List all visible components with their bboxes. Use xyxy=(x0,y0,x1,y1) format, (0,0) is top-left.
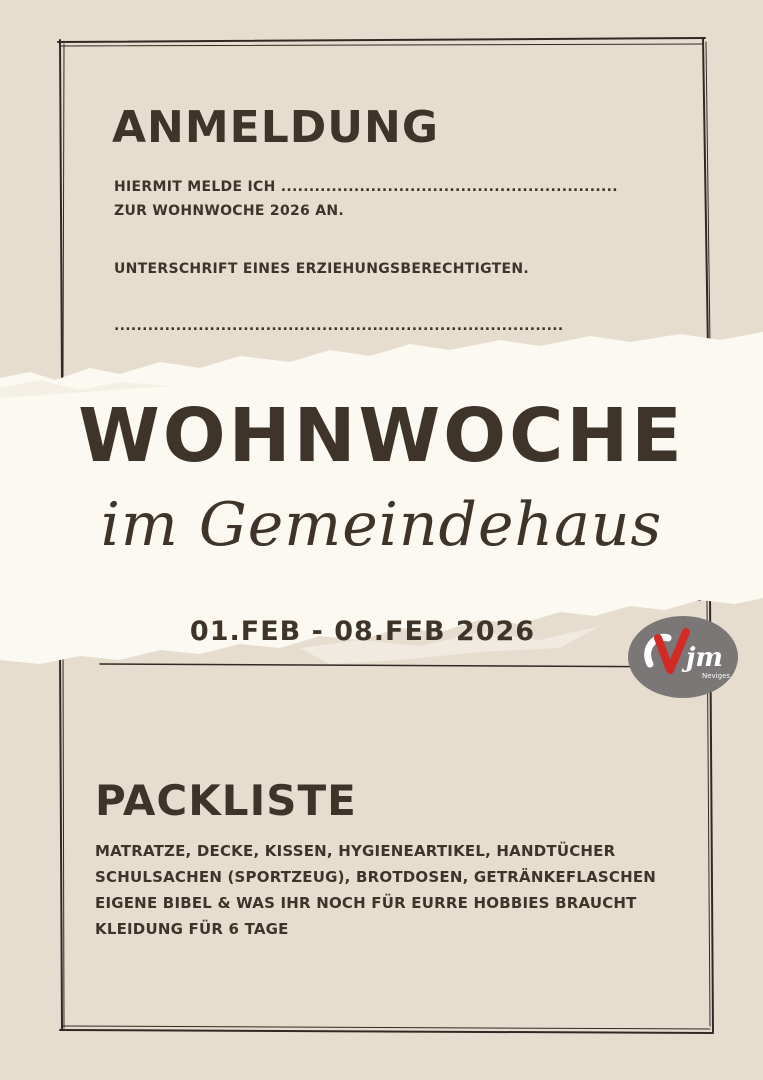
registration-line: HIERMIT MELDE ICH ............................................................ xyxy=(114,179,618,195)
signature-line: ................................................................................ xyxy=(114,318,564,334)
logo-text: jm xyxy=(686,643,723,673)
packing-list xyxy=(95,838,656,942)
event-dates: 01.FEB - 08.FEB 2026 xyxy=(189,616,536,647)
packliste-heading: PACKLISTE xyxy=(95,776,357,825)
event-subtitle: im Gemeindehaus xyxy=(100,490,663,560)
logo-subtext: Neviges xyxy=(702,672,731,680)
list-item: SCHULSACHEN (SPORTZEUG), BROTDOSEN, GETRÄNKEFLASCHEN xyxy=(95,868,657,886)
list-item: MATRATZE, DECKE, KISSEN, HYGIENEARTIKEL, HANDTÜCHER xyxy=(95,842,616,860)
anmeldung-heading: ANMELDUNG xyxy=(112,102,439,153)
list-item: KLEIDUNG FÜR 6 TAGE xyxy=(95,920,289,938)
list-item: EIGENE BIBEL & WAS IHR NOCH FÜR EURRE HOBBIES BRAUCHT xyxy=(95,894,637,912)
registration-line-2: ZUR WOHNWOCHE 2026 AN. xyxy=(114,203,345,219)
cvjm-logo xyxy=(628,616,738,698)
event-title: WOHNWOCHE xyxy=(78,393,685,479)
guardian-signature-label: UNTERSCHRIFT EINES ERZIEHUNGSBERECHTIGTEN. xyxy=(114,261,530,277)
